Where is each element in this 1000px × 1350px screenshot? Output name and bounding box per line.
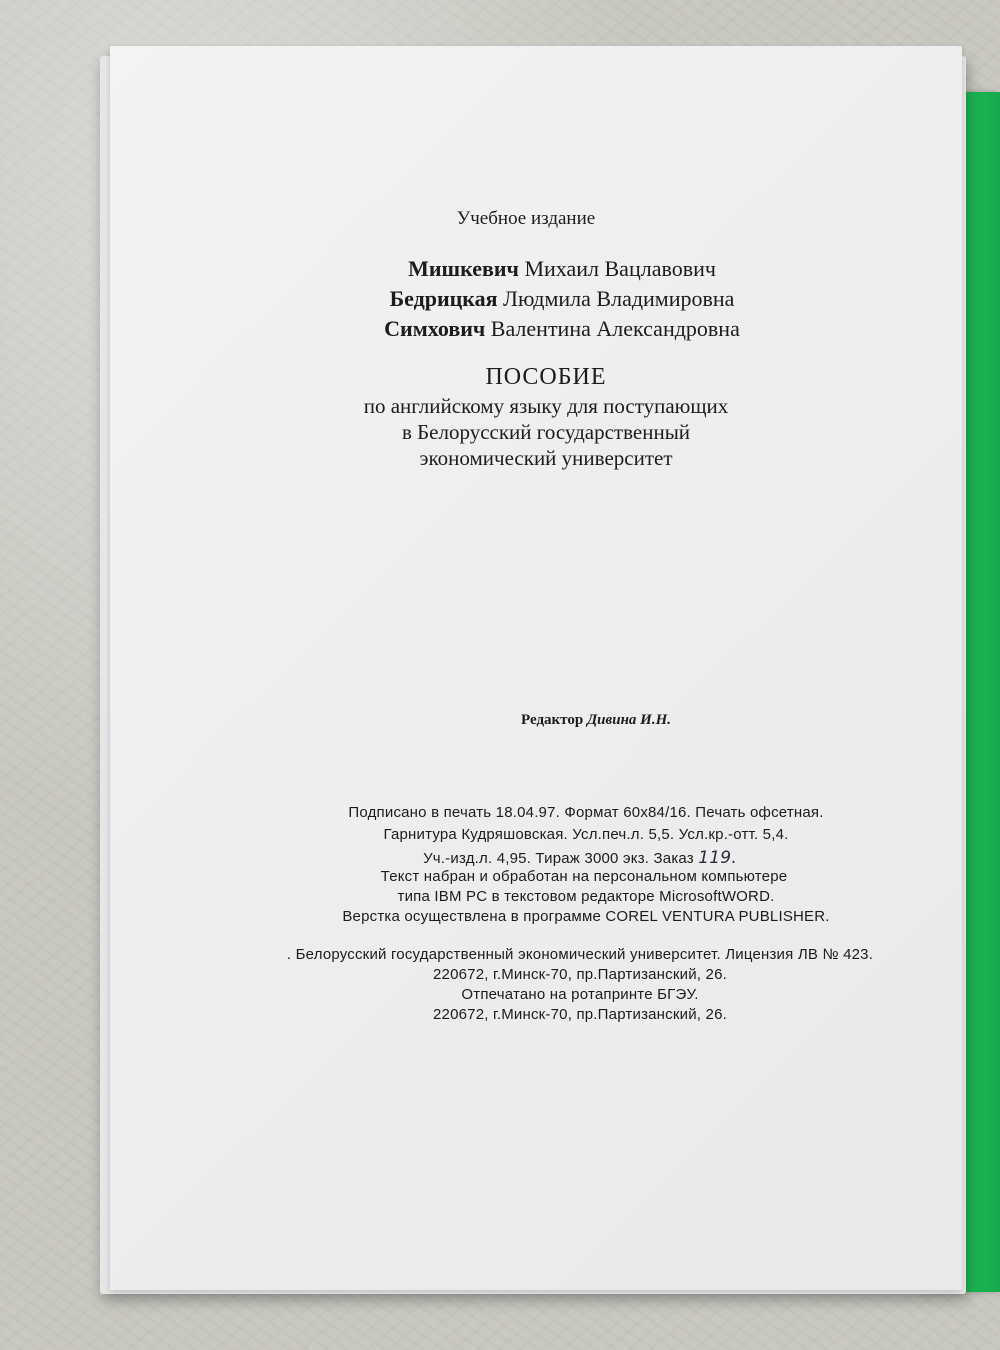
editor-name: Дивина И.Н. [586, 712, 671, 728]
order-number: 119. [698, 848, 737, 868]
imprint-line-2: Гарнитура Кудряшовская. Усл.печ.л. 5,5. Усл.кр.-отт. 5,4. [383, 826, 789, 843]
publisher-line-4: 220672, г.Минск-70, пр.Партизанский, 26. [433, 1006, 727, 1023]
author-2-given: Людмила Владимировна [503, 286, 735, 311]
editor-label: Редактор [521, 712, 584, 728]
imprint-line-5: типа IBM PC в текстовом редакторе MicrosoftWORD. [397, 888, 775, 905]
author-1-surname: Мишкевич [408, 256, 519, 281]
book-page [110, 46, 962, 1290]
author-3 [136, 316, 988, 342]
imprint-line-1: Подписано в печать 18.04.97. Формат 60х84/16. Печать офсетная. [348, 804, 824, 821]
imprint-line-6: Верстка осуществлена в программе COREL VENTURA PUBLISHER. [342, 908, 830, 925]
publisher-line-2: 220672, г.Минск-70, пр.Партизанский, 26. [433, 966, 727, 983]
subtitle-line-1: по английскому языку для поступающих [363, 394, 729, 418]
publisher-line-3: Отпечатано на ротапринте БГЭУ. [461, 986, 699, 1003]
author-3-given: Валентина Александровна [490, 316, 740, 341]
author-1-given: Михаил Вацлавович [524, 256, 716, 281]
subtitle-line-2: в Белорусский государственный [401, 420, 691, 444]
book-title: ПОСОБИЕ [485, 364, 607, 390]
author-2 [136, 286, 988, 312]
author-2-surname: Бедрицкая [389, 286, 498, 311]
subtitle-line-3: экономический университет [419, 446, 673, 470]
publisher-line-1: . Белорусский государственный экономический университет. Лицензия ЛВ № 423. [286, 946, 874, 963]
author-1 [136, 256, 988, 282]
author-3-surname: Симхович [384, 316, 486, 341]
editor-credit [170, 712, 1000, 729]
imprint-line-3 [154, 848, 1000, 868]
edition-type: Учебное издание [456, 208, 596, 229]
imprint-order-text: Уч.-изд.л. 4,95. Тираж 3000 экз. Заказ [423, 850, 694, 867]
imprint-line-4: Текст набран и обработан на персональном компьютере [380, 868, 788, 885]
